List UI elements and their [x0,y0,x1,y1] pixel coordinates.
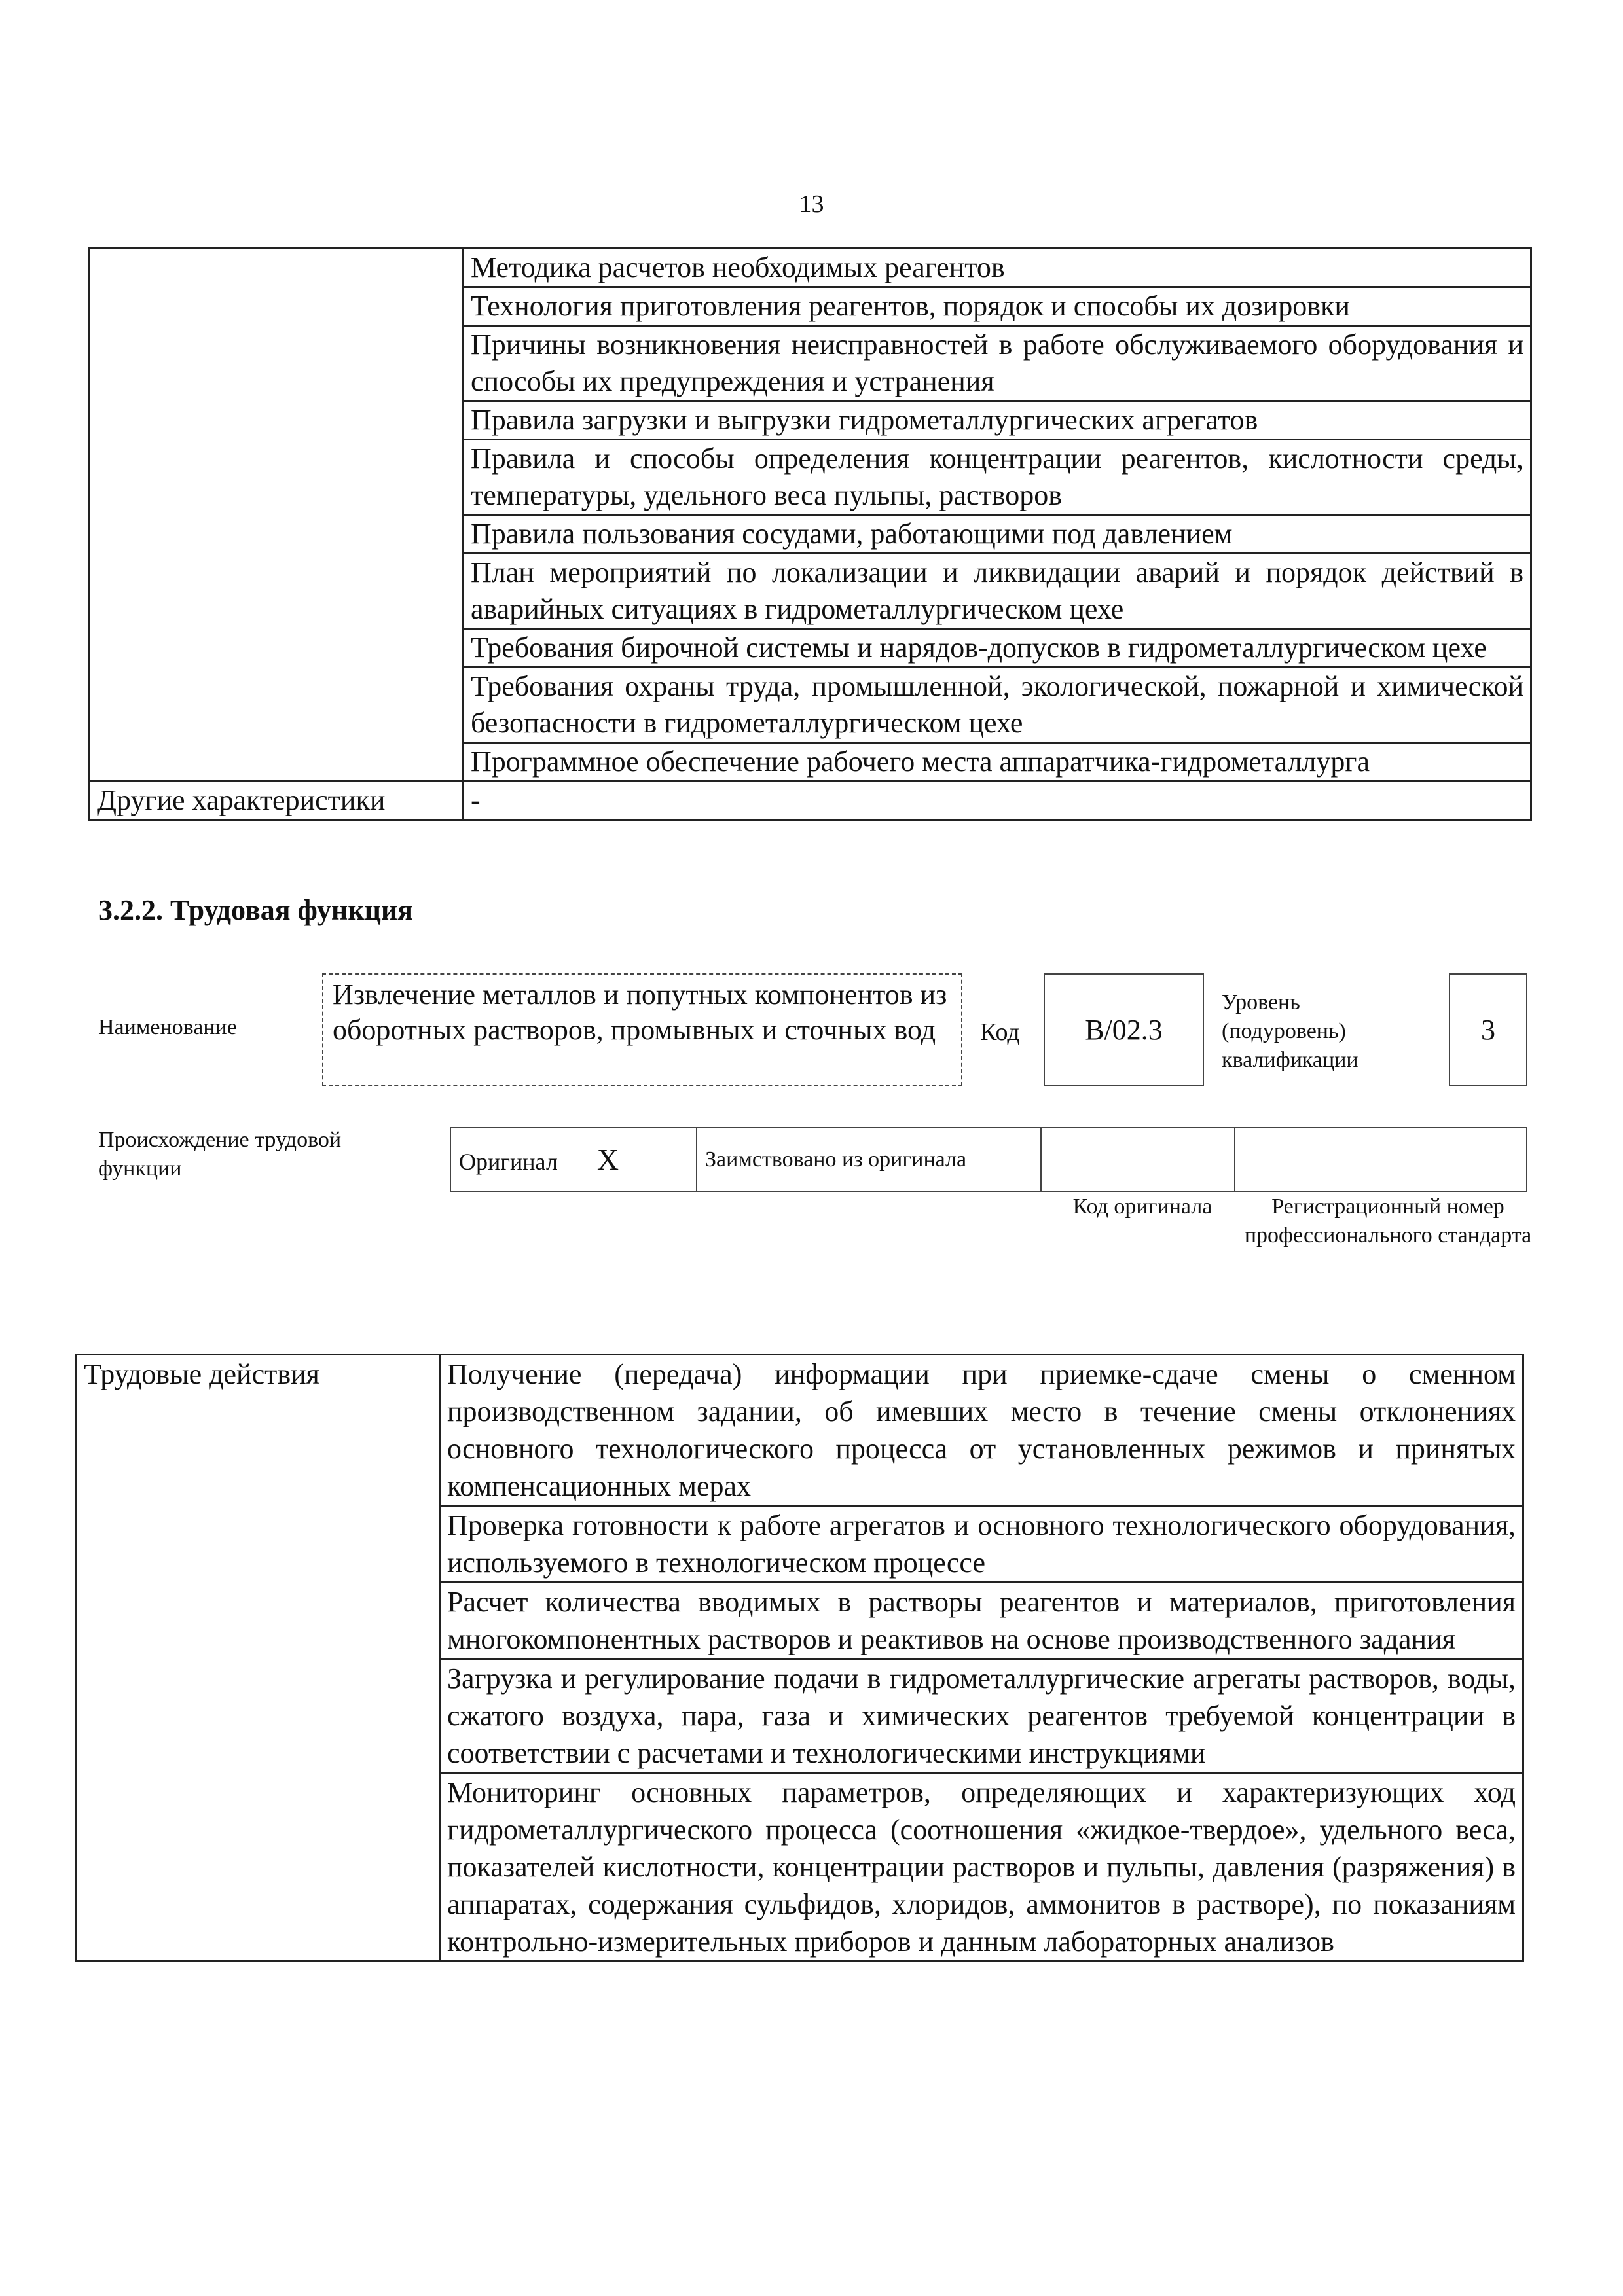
knowledge-item: Требования бирочной системы и нарядов-допусков в гидрометаллургическом цехе [464,629,1531,668]
table-row [90,249,1531,287]
name-label: Наименование [98,1015,237,1039]
knowledge-label-cell [90,249,464,781]
origin-table [450,1127,1527,1192]
level-value: 3 [1449,973,1527,1086]
labor-actions-label: Трудовые действия [77,1355,440,1962]
table-row [90,781,1531,820]
original-cell [450,1128,697,1191]
knowledge-item: Правила загрузки и выгрузки гидрометаллургических агрегатов [464,401,1531,440]
registration-caption: Регистрационный номер профессионального стандарта [1244,1194,1532,1247]
code-label: Код [980,1018,1020,1046]
knowledge-table [88,247,1532,821]
knowledge-item: Программное обеспечение рабочего места аппаратчика-гидрометаллурга [464,743,1531,781]
table-row [77,1355,1523,1506]
borrowed-label: Заимствовано из оригинала [697,1128,1041,1191]
knowledge-item: Требования охраны труда, промышленной, экологической, пожарной и химической безопасности в гидрометаллургическом цехе [464,668,1531,743]
knowledge-item: Причины возникновения неисправностей в работе обслуживаемого оборудования и способы их предупреждения и устранения [464,326,1531,401]
code-value: В/02.3 [1044,973,1204,1086]
code-original-caption: Код оригинала [1072,1194,1213,1219]
knowledge-item: План мероприятий по локализации и ликвидации аварий и порядок действий в аварийных ситуациях в гидрометаллургическом цехе [464,554,1531,629]
section-heading: 3.2.2. Трудовая функция [98,894,414,926]
level-label: Уровень (подуровень) квалификации [1222,990,1359,1072]
labor-action-item: Проверка готовности к работе агрегатов и основного технологического оборудования, используемого в технологическом процессе [440,1506,1523,1583]
name-value: Извлечение металлов и попутных компонентов из оборотных растворов, промывных и сточных вод [322,973,962,1086]
other-characteristics-label: Другие характеристики [90,781,464,820]
labor-actions-table [75,1354,1524,1962]
other-characteristics-value: - [464,781,1531,820]
labor-action-item: Получение (передача) информации при приемке-сдаче смены о сменном производственном задании, об имевших место в течение смены отклонениях основного технологического процесса от установленных режимов и принятых компенсационных мерах [440,1355,1523,1506]
knowledge-item: Методика расчетов необходимых реагентов [464,249,1531,287]
registration-number-cell [1235,1128,1527,1191]
page-number: 13 [799,190,824,218]
knowledge-item: Технология приготовления реагентов, порядок и способы их дозировки [464,287,1531,326]
original-mark: X [596,1143,619,1176]
original-label: Оригинал [459,1149,558,1175]
labor-action-item: Расчет количества вводимых в растворы реагентов и материалов, приготовления многокомпонентных растворов и реактивов на основе производственного задания [440,1583,1523,1659]
original-code-cell [1041,1128,1235,1191]
labor-action-item: Загрузка и регулирование подачи в гидрометаллургические агрегаты растворов, воды, сжатого воздуха, пара, газа и химических реагентов требуемой концентрации в соответствии с расчетами и технологическими инструкциями [440,1659,1523,1773]
origin-label: Происхождение трудовой функции [98,1128,342,1181]
labor-action-item: Мониторинг основных параметров, определяющих и характеризующих ход гидрометаллургического процесса (соотношения «жидкое-твердое», удельного веса, показателей кислотности, концентрации растворов и пульпы, давления (разряжения) в аппаратах, содержания сульфидов, хлоридов, аммонитов в растворе), по показаниям контрольно-измерительных приборов и данным лабораторных анализов [440,1773,1523,1962]
knowledge-item: Правила и способы определения концентрации реагентов, кислотности среды, температуры, удельного веса пульпы, растворов [464,440,1531,515]
knowledge-item: Правила пользования сосудами, работающими под давлением [464,515,1531,554]
table-row [450,1128,1527,1191]
